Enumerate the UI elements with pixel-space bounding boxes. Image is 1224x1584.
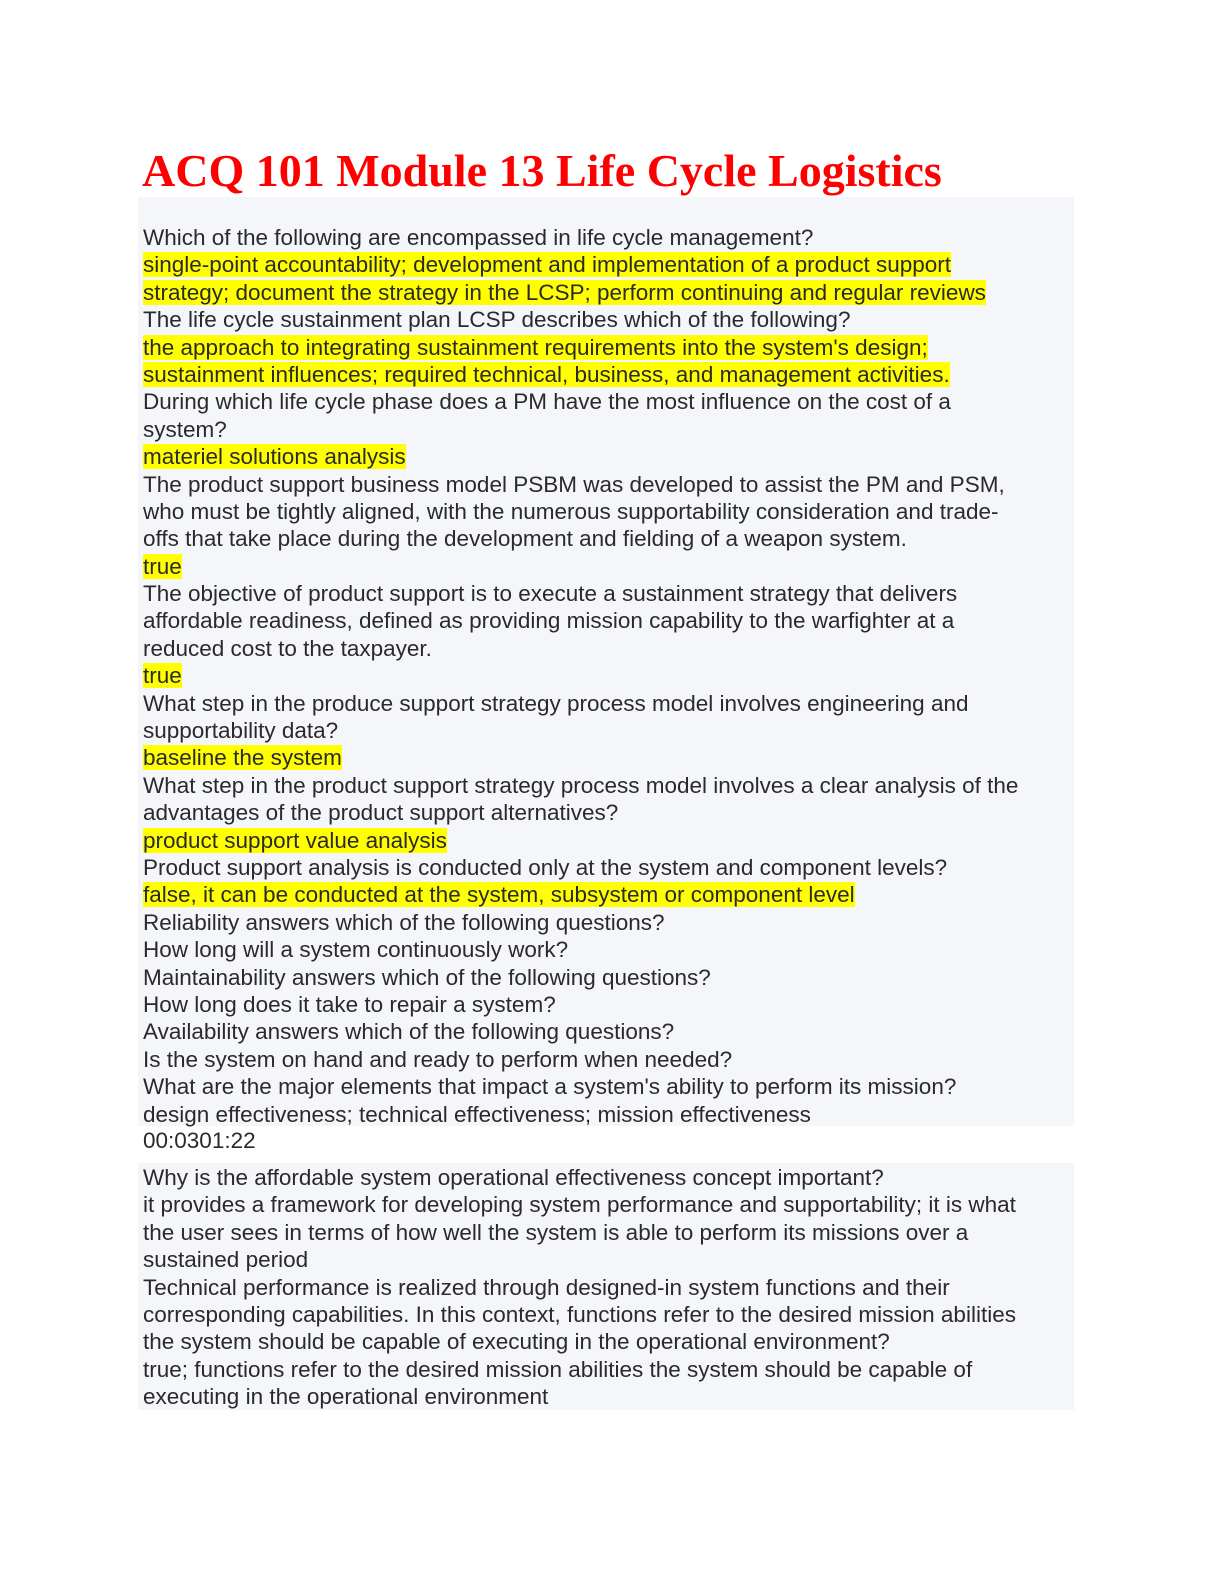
text-line: [143, 799, 1074, 826]
line-text: How long will a system continuously work?: [143, 937, 569, 963]
text-line: [143, 607, 1074, 634]
line-text: sustained period: [143, 1247, 309, 1273]
text-line: [143, 1219, 1074, 1246]
line-text: How long does it take to repair a system?: [143, 991, 556, 1017]
text-line: [143, 1383, 1074, 1410]
text-line: [143, 936, 1074, 963]
highlighted-answer-text: true: [143, 553, 182, 579]
text-line: [143, 1274, 1074, 1301]
answer-line: [143, 553, 1074, 580]
line-text: affordable readiness, defined as providing mission capability to the warfighter at a: [143, 608, 955, 634]
line-text: What are the major elements that impact a system's ability to perform its mission?: [143, 1074, 957, 1100]
line-text: The life cycle sustainment plan LCSP describes which of the following?: [143, 307, 851, 333]
text-line: [143, 991, 1074, 1018]
text-line: [143, 1356, 1074, 1383]
timestamp-text: 00:0301:22: [143, 1128, 256, 1153]
line-text: it provides a framework for developing system performance and supportability; it is what: [143, 1192, 1016, 1218]
text-line: [143, 1301, 1074, 1328]
line-text: the system should be capable of executing in the operational environment?: [143, 1329, 890, 1355]
qa-block-1: [138, 197, 1074, 1126]
line-text: reduced cost to the taxpayer.: [143, 635, 432, 661]
text-line: [143, 690, 1074, 717]
line-text: Reliability answers which of the following questions?: [143, 909, 665, 935]
text-line: [143, 388, 1074, 415]
highlighted-answer-text: false, it can be conducted at the system, subsystem or component level: [143, 882, 855, 908]
text-line: [143, 1246, 1074, 1273]
line-text: The objective of product support is to execute a sustainment strategy that delivers: [143, 581, 958, 607]
line-text: During which life cycle phase does a PM have the most influence on the cost of a: [143, 389, 951, 415]
line-text: supportability data?: [143, 718, 339, 744]
text-line: [143, 1018, 1074, 1045]
line-text: system?: [143, 416, 227, 442]
highlighted-answer-text: baseline the system: [143, 745, 342, 771]
line-text: Why is the affordable system operational effectiveness concept important?: [143, 1165, 884, 1190]
qa-block-2: [138, 1163, 1074, 1410]
text-line: [143, 964, 1074, 991]
highlighted-answer-text: strategy; document the strategy in the LCSP; perform continuing and regular reviews: [143, 279, 986, 305]
line-text: Which of the following are encompassed in life cycle management?: [143, 225, 814, 250]
highlighted-answer-text: product support value analysis: [143, 827, 447, 853]
text-line: [143, 1046, 1074, 1073]
text-line: [143, 717, 1074, 744]
line-text: corresponding capabilities. In this context, functions refer to the desired mission abilities: [143, 1301, 1016, 1327]
answer-line: [143, 881, 1074, 908]
line-text: Is the system on hand and ready to perform when needed?: [143, 1046, 733, 1072]
line-text: What step in the produce support strategy process model involves engineering and: [143, 690, 969, 716]
text-line: [143, 1191, 1074, 1218]
line-text: Product support analysis is conducted only at the system and component levels?: [143, 854, 948, 880]
line-text: who must be tightly aligned, with the numerous supportability consideration and trade-: [143, 498, 999, 524]
highlighted-answer-text: sustainment influences; required technical, business, and management activities.: [143, 361, 950, 387]
text-line: [143, 854, 1074, 881]
answer-line: [143, 827, 1074, 854]
answer-line: [143, 251, 1074, 278]
line-text: design effectiveness; technical effectiveness; mission effectiveness: [143, 1101, 811, 1127]
answer-line: [143, 361, 1074, 388]
highlighted-answer-text: the approach to integrating sustainment requirements into the system's design;: [143, 334, 928, 360]
document-title: ACQ 101 Module 13 Life Cycle Logistics: [142, 145, 942, 196]
text-line: [143, 580, 1074, 607]
line-text: true; functions refer to the desired mission abilities the system should be capable of: [143, 1356, 973, 1382]
text-line: [143, 498, 1074, 525]
text-line: [143, 1073, 1074, 1100]
answer-line: [143, 279, 1074, 306]
highlighted-answer-text: true: [143, 663, 182, 689]
text-line: [143, 1101, 1074, 1128]
answer-line: [143, 744, 1074, 771]
line-text: Technical performance is realized through designed-in system functions and their: [143, 1274, 950, 1300]
highlighted-answer-text: single-point accountability; development and implementation of a product support: [143, 252, 951, 278]
text-line: [143, 471, 1074, 498]
line-text: Availability answers which of the following questions?: [143, 1019, 675, 1045]
answer-line: [143, 334, 1074, 361]
line-text: advantages of the product support alternatives?: [143, 800, 619, 826]
text-line: [143, 224, 1074, 251]
text-line: [143, 909, 1074, 936]
text-line: [143, 772, 1074, 799]
answer-line: [143, 443, 1074, 470]
line-text: the user sees in terms of how well the system is able to perform its missions over a: [143, 1219, 969, 1245]
line-text: offs that take place during the development and fielding of a weapon system.: [143, 526, 907, 552]
text-line: [143, 306, 1074, 333]
text-line: [143, 1328, 1074, 1355]
line-text: executing in the operational environment: [143, 1384, 549, 1410]
text-line: [143, 635, 1074, 662]
line-text: Maintainability answers which of the following questions?: [143, 964, 711, 990]
text-line: [143, 1164, 1074, 1191]
highlighted-answer-text: materiel solutions analysis: [143, 444, 406, 470]
line-text: What step in the product support strategy process model involves a clear analysis of the: [143, 772, 1019, 798]
answer-line: [143, 662, 1074, 689]
line-text: The product support business model PSBM was developed to assist the PM and PSM,: [143, 471, 1005, 497]
text-line: [143, 525, 1074, 552]
text-line: [143, 416, 1074, 443]
